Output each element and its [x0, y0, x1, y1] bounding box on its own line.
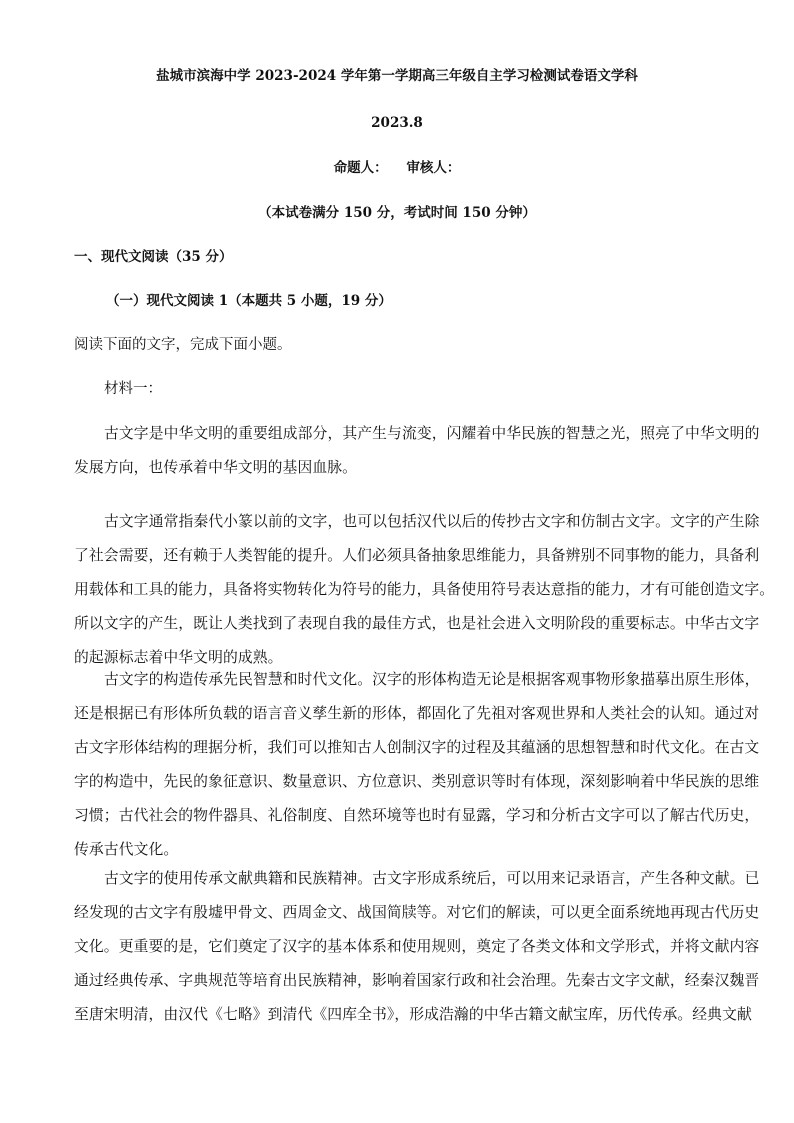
paragraph-line: 还是根据已有形体所负载的语言音义孳生新的形体，都固化了先祖对客观世界和人类社会的认知。通过对: [74, 705, 760, 722]
paragraph-line: 传承古代文化。: [74, 841, 179, 858]
paragraph-line: 通过经典传承、字典规范等培育出民族精神，影响着国家行政和社会治理。先秦古文字文献，经秦汉魏晋: [74, 972, 760, 989]
paragraph-line: 古文字形体结构的理据分析，我们可以推知古人创制汉字的过程及其蕴涵的思想智慧和时代文化。在古文: [74, 739, 760, 756]
paragraph-line: 了社会需要，还有赖于人类智能的提升。人们必须具备抽象思维能力，具备辨别不同事物的能力，具备利: [74, 547, 760, 564]
paragraph-line: 经发现的古文字有殷墟甲骨文、西周金文、战国简牍等。对它们的解读，可以更全面系统地再现古代历史: [74, 904, 760, 921]
paragraph-line: 古文字是中华文明的重要组成部分，其产生与流变，闪耀着中华民族的智慧之光，照亮了中华文明的: [104, 425, 760, 442]
paragraph-line: 用载体和工具的能力，具备将实物转化为符号的能力，具备使用符号表达意指的能力，才有可能创造文字。: [74, 581, 775, 598]
paragraph: [74, 505, 775, 675]
section-heading: 一、现代文阅读（35 分）: [74, 249, 233, 265]
exam-authors: 命题人： 审核人：: [333, 160, 461, 176]
paragraph-line: 字的构造中，先民的象征意识、数量意识、方位意识、类别意识等时有体现，深刻影响着中华民族的思维: [74, 773, 760, 790]
paragraph-line: 至唐宋明清，由汉代《七略》到清代《四库全书》，形成浩瀚的中华古籍文献宝库，历代传承。经典文献: [74, 1006, 752, 1023]
paragraph-line: 发展方向，也传承着中华文明的基因血脉。: [74, 459, 358, 476]
paragraph-line: 习惯；古代社会的物件器具、礼俗制度、自然环境等也时有显露，学习和分析古文字可以了解古代历史，: [74, 807, 760, 824]
paragraph-line: 古文字通常指秦代小篆以前的文字，也可以包括汉代以后的传抄古文字和仿制古文字。文字的产生除: [104, 513, 760, 530]
paragraph-line: 的起源标志着中华文明的成熟。: [74, 649, 283, 666]
paragraph-line: 所以文字的产生，既让人类找到了表现自我的最佳方式，也是社会进入文明阶段的重要标志。中华古文字: [74, 615, 760, 632]
paragraph: [74, 663, 760, 867]
paragraph: [74, 417, 760, 485]
subsection-heading: （一）现代文阅读 1（本题共 5 小题，19 分）: [106, 293, 392, 309]
exam-date: 2023.8: [371, 115, 423, 131]
material-label: 材料一：: [104, 381, 162, 397]
exam-info: （本试卷满分 150 分，考试时间 150 分钟）: [258, 205, 536, 221]
exam-title: 盐城市滨海中学 2023-2024 学年第一学期高三年级自主学习检测试卷语文学科: [156, 68, 638, 84]
paragraph-line: 文化。更重要的是，它们奠定了汉字的基本体系和使用规则，奠定了各类文体和文学形式，并将文献内容: [74, 938, 760, 955]
paragraph-line: 古文字的使用传承文献典籍和民族精神。古文字形成系统后，可以用来记录语言，产生各种文献。已: [104, 870, 760, 887]
reading-instruction: 阅读下面的文字，完成下面小题。: [74, 337, 292, 353]
paragraph-line: 古文字的构造传承先民智慧和时代文化。汉字的形体构造无论是根据客观事物形象描摹出原生形体，: [104, 671, 760, 688]
paragraph: [74, 862, 760, 1032]
